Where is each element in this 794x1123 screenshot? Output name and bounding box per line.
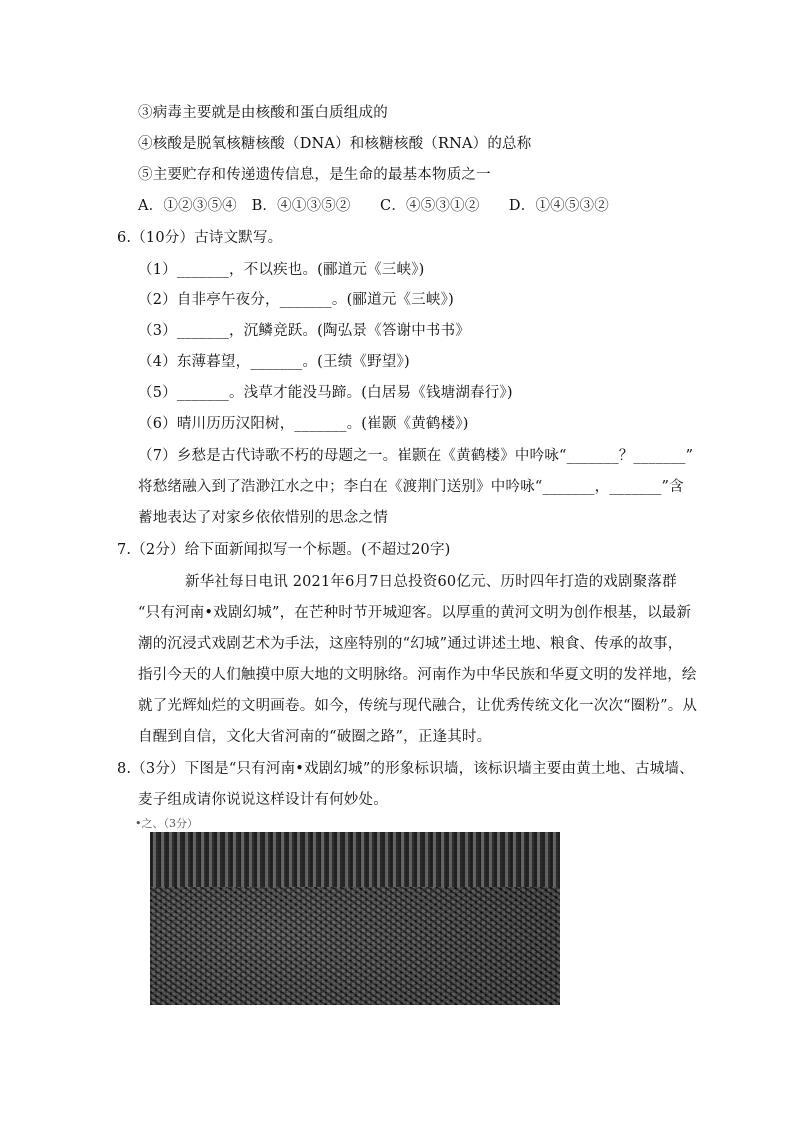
q6-item-5: （5）_______。浅草才能没马蹄。(白居易《钱塘湖春行》) [138, 385, 513, 401]
answer-choices: A．①②③⑤④ B．④①③⑤② C．④⑤③①② D．①④⑤③② [138, 198, 609, 214]
q6-item-3: （3）_______，沉鳞竞跃。(陶弘景《答谢中书书》 [138, 323, 471, 339]
q6-item-1: （1）_______，不以疾也。(郦道元《三峡》) [138, 262, 425, 278]
news-paragraph-line-5: 就了光辉灿烂的文明画卷。如今，传统与现代融合，让优秀传统文化一次次“圈粉”。从 [138, 698, 698, 714]
option-line-5: ⑤主要贮存和传递遗传信息，是生命的最基本物质之一 [138, 167, 491, 183]
city-wall-texture [150, 832, 560, 887]
q6-item-7-cont-1: 将愁绪融入到了浩渺江水之中；李白在《渡荆门送别》中吟咏“_______，_______”含 [138, 479, 684, 495]
q6-item-7-cont-2: 蓄地表达了对家乡依依惜别的思念之情 [138, 510, 388, 526]
q6-item-4: （4）东薄暮望，_______。(王绩《野望》) [138, 354, 410, 370]
news-paragraph-line-2: “只有河南•戏剧幻城”，在芒种时节开城迎客。以厚重的黄河文明为创作根基，以最新 [138, 605, 692, 621]
option-line-4: ④核酸是脱氧核糖核酸（DNA）和核糖核酸（RNA）的总称 [138, 136, 532, 152]
question-6-heading: 6.（10分）古诗文默写。 [117, 230, 283, 246]
question-8-heading-cont: 麦子组成请你说说这样设计有何妙处。 [138, 792, 388, 808]
q6-item-6: （6）晴川历历汉阳树，_______。(崔颢《黄鹤楼》) [138, 416, 469, 432]
news-paragraph-line-6: 自醒到自信，文化大省河南的“破圈之路”，正逢其时。 [138, 729, 492, 745]
news-paragraph-line-3: 潮的沉浸式戏剧艺术为手法，这座特别的“幻城”通过讲述土地、粮食、传承的故事， [138, 636, 683, 652]
wheat-field-texture [150, 887, 560, 1005]
question-8-heading: 8.（3分）下图是“只有河南•戏剧幻城”的形象标识墙，该标识墙主要由黄土地、古城墙、 [117, 761, 694, 777]
question-7-heading: 7.（2分）给下面新闻拟写一个标题。(不超过20字) [117, 542, 451, 558]
logo-wall-photo [150, 832, 560, 1005]
scan-artifact-text: •之、（3分） [135, 817, 198, 830]
news-paragraph-line-1: 新华社每日电讯 2021年6月7日总投资60亿元、历时四年打造的戏剧聚落群 [185, 574, 677, 590]
q6-item-7: （7）乡愁是古代诗歌不朽的母题之一。崔颢在《黄鹤楼》中吟咏“_______？_______” [138, 448, 694, 464]
news-paragraph-line-4: 指引今天的人们触摸中原大地的文明脉络。河南作为中华民族和华夏文明的发祥地，绘 [138, 667, 697, 683]
option-line-3: ③病毒主要就是由核酸和蛋白质组成的 [138, 105, 388, 121]
q6-item-2: （2）自非亭午夜分，_______。(郦道元《三峡》) [138, 292, 454, 308]
